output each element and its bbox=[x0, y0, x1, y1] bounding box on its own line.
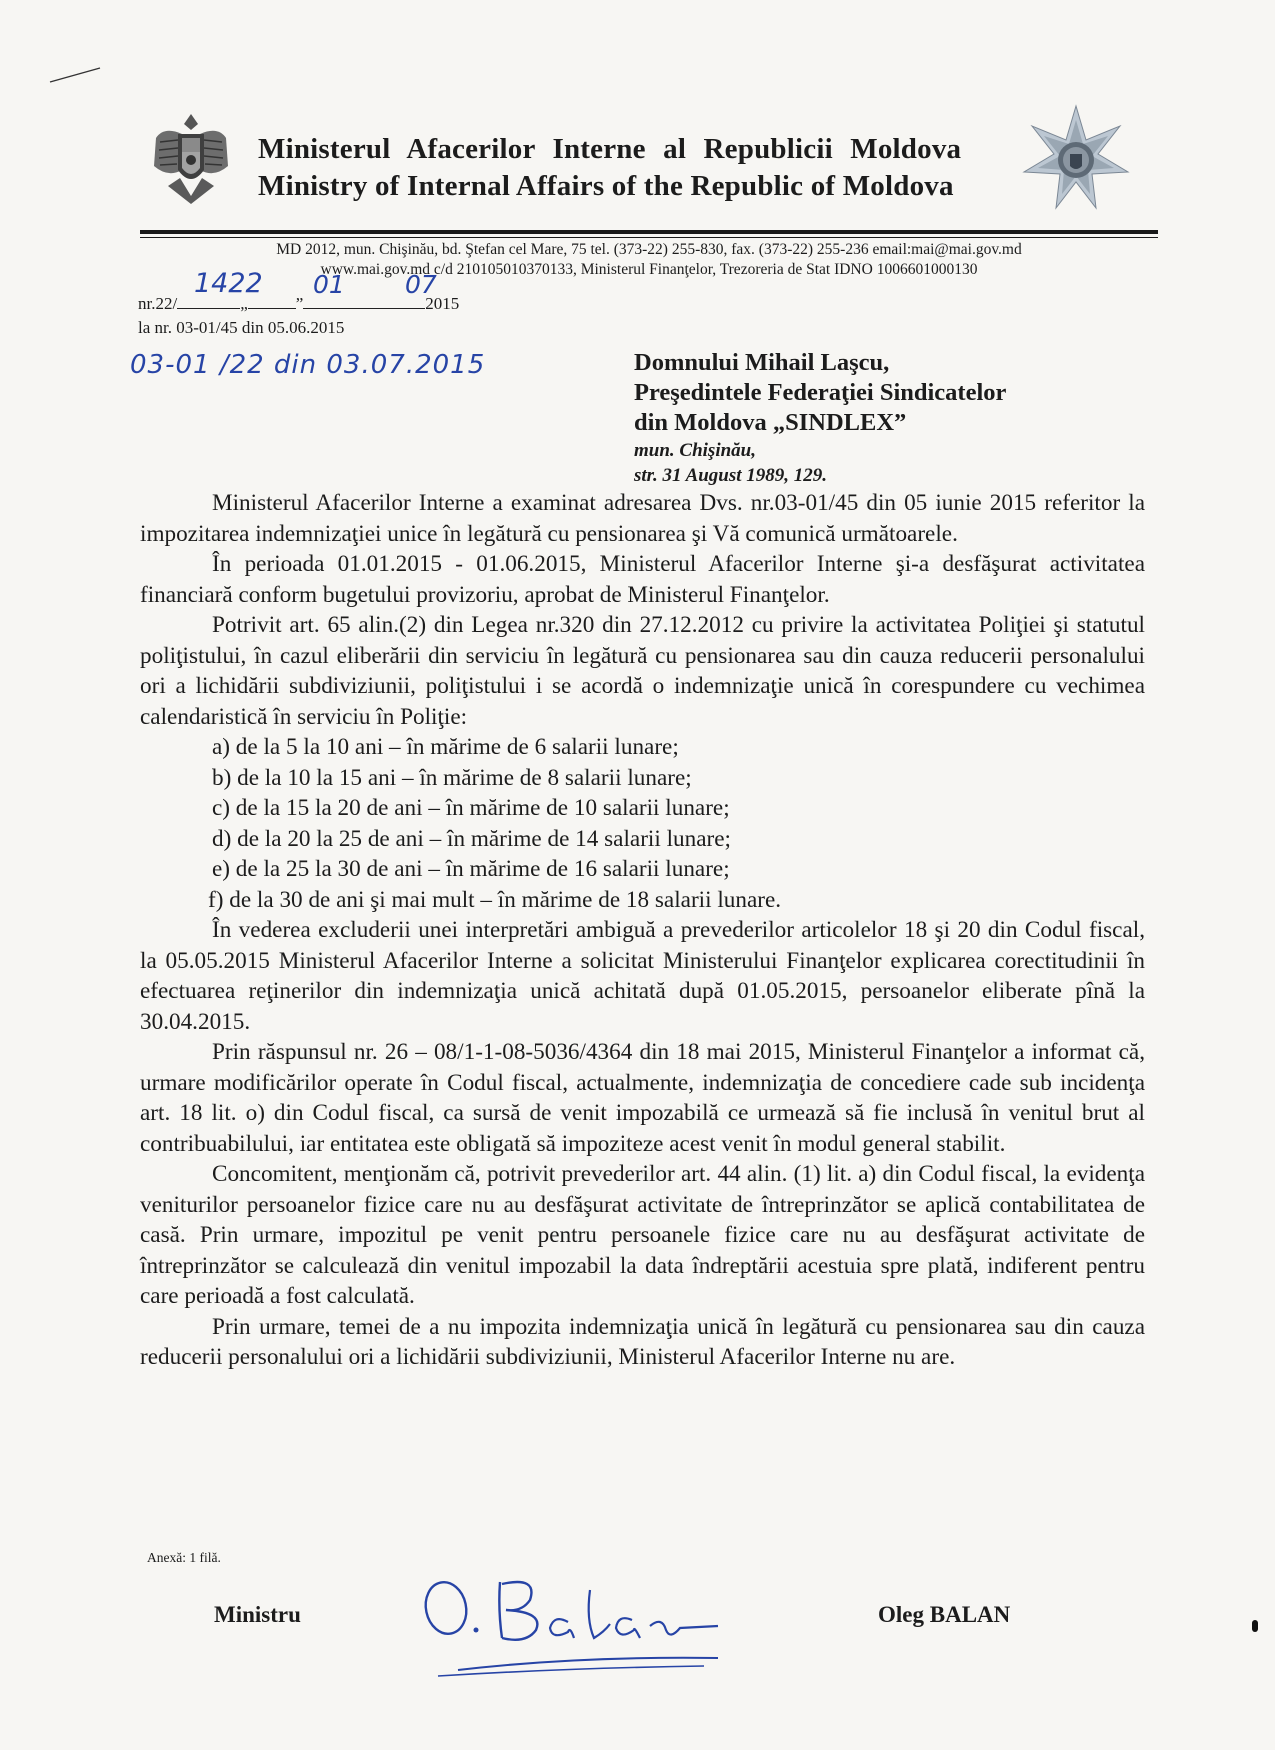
list-item: d) de la 20 la 25 de ani – în mărime de 14 salarii lunare; bbox=[212, 825, 731, 852]
header-divider-thin bbox=[140, 237, 1158, 238]
addressee-street: str. 31 August 1989, 129. bbox=[634, 465, 828, 486]
paragraph-4: În vederea excluderii unei interpretări ambiguă a prevederilor articolelor 18 şi 20 din Codul fiscal, la 05.05.2015 Ministerul Afacerilor Interne a solicitat Ministerului Finanţelor explicarea corectitudinii în efectuarea reţinerilor din indemnizaţia unică achitată după 01.05.2015, persoanelor eliberate pînă la 30.04.2015. bbox=[140, 917, 1145, 1035]
pen-mark bbox=[48, 64, 102, 86]
handwritten-incoming-number: 03-01 /22 din 03.07.2015 bbox=[130, 350, 486, 380]
handwritten-registration-number: 1422 bbox=[194, 268, 263, 299]
handwritten-registration-day: 01 bbox=[313, 270, 345, 299]
addressee-block bbox=[634, 348, 1154, 488]
addressee-organization: din Moldova „SINDLEX” bbox=[634, 409, 907, 436]
paragraph-7: Prin urmare, temei de a nu impozita indemnizaţia unică în legătură cu pensionarea sau din cauza reducerii personalului ori a lichidării subdiviziunii, Ministerul Afacerilor Interne nu are. bbox=[140, 1313, 1145, 1370]
paragraph-1: Ministerul Afacerilor Interne a examinat adresarea Dvs. nr.03-01/45 din 05 iunie 2015 referitor la impozitarea indemnizaţiei unice în legătură cu pensionarea şi Vă comunică următoarele. bbox=[140, 490, 1145, 547]
address-line-1: MD 2012, mun. Chişinău, bd. Ştefan cel Mare, 75 tel. (373-22) 255-830, fax. (373-22) 255-236 email:mai@mai.gov.md bbox=[276, 241, 1022, 258]
police-star-icon bbox=[1022, 104, 1130, 212]
registration-prefix: nr.22/ bbox=[138, 294, 178, 313]
registration-separator-open: „ bbox=[240, 294, 248, 313]
paragraph-3: Potrivit art. 65 alin.(2) din Legea nr.320 din 27.12.2012 cu privire la activitatea Poliţiei şi statutul poliţistului, în cazul eliberării din serviciu în legătură cu pensionarea sau din cauza reducerii personalului ori a lichidării subdiviziunii, poliţistului i se acordă o indemnizaţie unică în corespundere cu vechimea calendaristică în serviciu în Poliţie: bbox=[140, 612, 1145, 730]
signer-title: Ministru bbox=[214, 1602, 301, 1627]
list-item: a) de la 5 la 10 ani – în mărime de 6 salarii lunare; bbox=[212, 734, 679, 760]
address-line-2: www.mai.gov.md c/d 210105010370133, Ministerul Finanţelor, Trezoreria de Stat IDNO 1006601000130 bbox=[320, 261, 978, 278]
handwritten-registration-month: 07 bbox=[405, 270, 437, 299]
list-item: f) de la 30 de ani şi mai mult – în mărime de 18 salarii lunare. bbox=[208, 886, 782, 913]
scan-speck bbox=[1252, 1620, 1258, 1632]
list-item: e) de la 25 la 30 de ani – în mărime de 16 salarii lunare; bbox=[212, 856, 730, 882]
registration-year: 2015 bbox=[425, 294, 460, 313]
annex-note: Anexă: 1 filă. bbox=[147, 1550, 221, 1565]
registration-separator-close: ” bbox=[295, 294, 304, 313]
reference-line: la nr. 03-01/45 din 05.06.2015 bbox=[138, 318, 345, 337]
ministry-name-romanian: Ministerul Afacerilor Interne al Republicii Moldova bbox=[258, 133, 962, 165]
letter-body bbox=[140, 488, 1145, 1373]
list-item: b) de la 10 la 15 ani – în mărime de 8 salarii lunare; bbox=[212, 764, 692, 791]
handwritten-signature bbox=[418, 1560, 798, 1680]
signer-name: Oleg BALAN bbox=[878, 1602, 1011, 1627]
paragraph-2: În perioada 01.01.2015 - 01.06.2015, Ministerul Afacerilor Interne şi-a desfăşurat activitatea financiară conform bugetului provizoriu, aprobat de Ministerul Finanţelor. bbox=[140, 551, 1145, 608]
addressee-city: mun. Chişinău, bbox=[634, 440, 756, 461]
ministry-name-english: Ministry of Internal Affairs of the Republic of Moldova bbox=[258, 170, 954, 202]
addressee-name: Domnului Mihail Laşcu, bbox=[634, 349, 890, 376]
paragraph-6: Concomitent, menţionăm că, potrivit prevederilor art. 44 alin. (1) lit. a) din Codul fiscal, la evidenţa veniturilor persoanelor fizice care nu au desfăşurat activitate de întreprinzător se aplică contabilitatea de casă. Prin urmare, impozitul pe venit pentru persoanele fizice care nu au desfăşurat activitate de întreprinzător se calculează din venitul impozabil la data îndreptării acestuia spre plată, indiferent pentru care perioadă a fost calculată. bbox=[140, 1161, 1145, 1309]
header-divider-thick bbox=[140, 230, 1158, 234]
coat-of-arms-icon bbox=[148, 108, 234, 208]
addressee-position: Preşedintele Federaţiei Sindicatelor bbox=[634, 379, 1007, 406]
list-item: c) de la 15 la 20 de ani – în mărime de 10 salarii lunare; bbox=[212, 795, 730, 821]
paragraph-5: Prin răspunsul nr. 26 – 08/1-1-08-5036/4364 din 18 mai 2015, Ministerul Finanţelor a informat că, urmare modificărilor operate în Codul fiscal, actualmente, indemnizaţia de concediere cade sub incidenţa art. 18 lit. o) din Codul fiscal, ca sursă de venit impozabilă ce urmează să fie inclusă în venitul brut al contribuabilului, iar entitatea este obligată să impoziteze acest venit în modul general stabilit. bbox=[140, 1039, 1145, 1157]
